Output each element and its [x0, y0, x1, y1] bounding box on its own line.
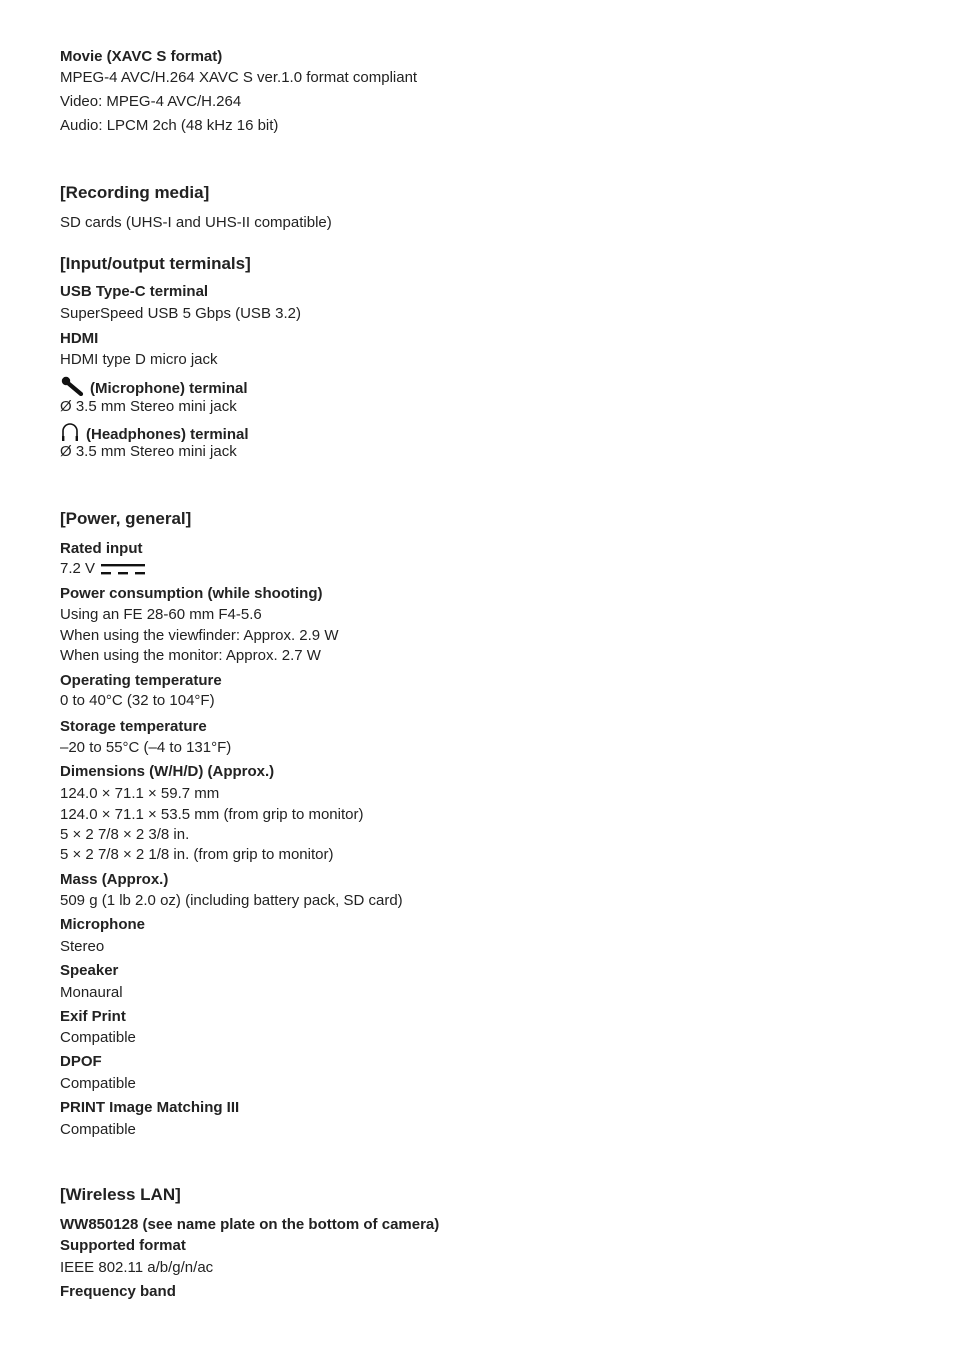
io-terminals-heading: [Input/output terminals]	[60, 254, 251, 273]
speaker-label: Speaker	[60, 962, 119, 979]
hdmi-value: HDMI type D micro jack	[60, 351, 218, 368]
movie-line: Audio: LPCM 2ch (48 kHz 16 bit)	[60, 117, 279, 134]
dpof-label: DPOF	[60, 1053, 102, 1070]
power-consumption-line: When using the monitor: Approx. 2.7 W	[60, 647, 321, 664]
wireless-lan-heading: [Wireless LAN]	[60, 1185, 181, 1204]
hdmi-label: HDMI	[60, 330, 99, 347]
dimensions-line: 124.0 × 71.1 × 53.5 mm (from grip to monitor)	[60, 806, 364, 823]
power-general-heading: [Power, general]	[60, 509, 192, 528]
power-consumption-line: When using the viewfinder: Approx. 2.9 W	[60, 627, 339, 644]
operating-temperature-value: 0 to 40°C (32 to 104°F)	[60, 692, 215, 709]
microphone-value: Stereo	[60, 938, 105, 955]
mass-value: 509 g (1 lb 2.0 oz) (including battery pack, SD card)	[60, 892, 403, 909]
speaker-value: Monaural	[60, 984, 123, 1001]
operating-temperature-label: Operating temperature	[60, 672, 222, 689]
movie-line: MPEG-4 AVC/H.264 XAVC S ver.1.0 format compliant	[60, 69, 418, 86]
dimensions-line: 124.0 × 71.1 × 59.7 mm	[60, 785, 220, 802]
microphone-terminal-value: Ø 3.5 mm Stereo mini jack	[60, 398, 237, 415]
usb-terminal-label: USB Type-C terminal	[60, 283, 209, 300]
exif-print-label: Exif Print	[60, 1008, 126, 1025]
rated-input-label: Rated input	[60, 540, 143, 557]
headphones-terminal-value: Ø 3.5 mm Stereo mini jack	[60, 443, 237, 460]
power-consumption-label: Power consumption (while shooting)	[60, 585, 323, 602]
storage-temperature-label: Storage temperature	[60, 718, 207, 735]
usb-terminal-value: SuperSpeed USB 5 Gbps (USB 3.2)	[60, 305, 301, 322]
dimensions-label: Dimensions (W/H/D) (Approx.)	[60, 763, 275, 780]
mass-label: Mass (Approx.)	[60, 871, 169, 888]
supported-format-value: IEEE 802.11 a/b/g/n/ac	[60, 1259, 214, 1276]
headphones-terminal-label: (Headphones) terminal	[86, 426, 249, 443]
storage-temperature-value: –20 to 55°C (–4 to 131°F)	[60, 739, 232, 756]
power-consumption-line: Using an FE 28-60 mm F4-5.6	[60, 606, 262, 623]
microphone-terminal-label: (Microphone) terminal	[90, 380, 248, 397]
wireless-model-label: WW850128 (see name plate on the bottom of camera)	[60, 1216, 440, 1233]
dpof-value: Compatible	[60, 1075, 136, 1092]
rated-input-value: 7.2 V	[60, 560, 96, 577]
print-image-matching-value: Compatible	[60, 1121, 136, 1138]
recording-media-value: SD cards (UHS-I and UHS-II compatible)	[60, 214, 332, 231]
exif-print-value: Compatible	[60, 1029, 136, 1046]
movie-line: Video: MPEG-4 AVC/H.264	[60, 93, 242, 110]
dimensions-line: 5 × 2 7/8 × 2 3/8 in.	[60, 826, 190, 843]
movie-format-heading: Movie (XAVC S format)	[60, 48, 223, 65]
frequency-band-label: Frequency band	[60, 1283, 176, 1300]
supported-format-label: Supported format	[60, 1237, 186, 1254]
microphone-label: Microphone	[60, 916, 145, 933]
dimensions-line: 5 × 2 7/8 × 2 1/8 in. (from grip to monitor)	[60, 846, 334, 863]
print-image-matching-label: PRINT Image Matching III	[60, 1099, 240, 1116]
dc-symbol-icon	[101, 561, 145, 582]
recording-media-heading: [Recording media]	[60, 183, 210, 202]
rated-input-row	[60, 560, 145, 582]
